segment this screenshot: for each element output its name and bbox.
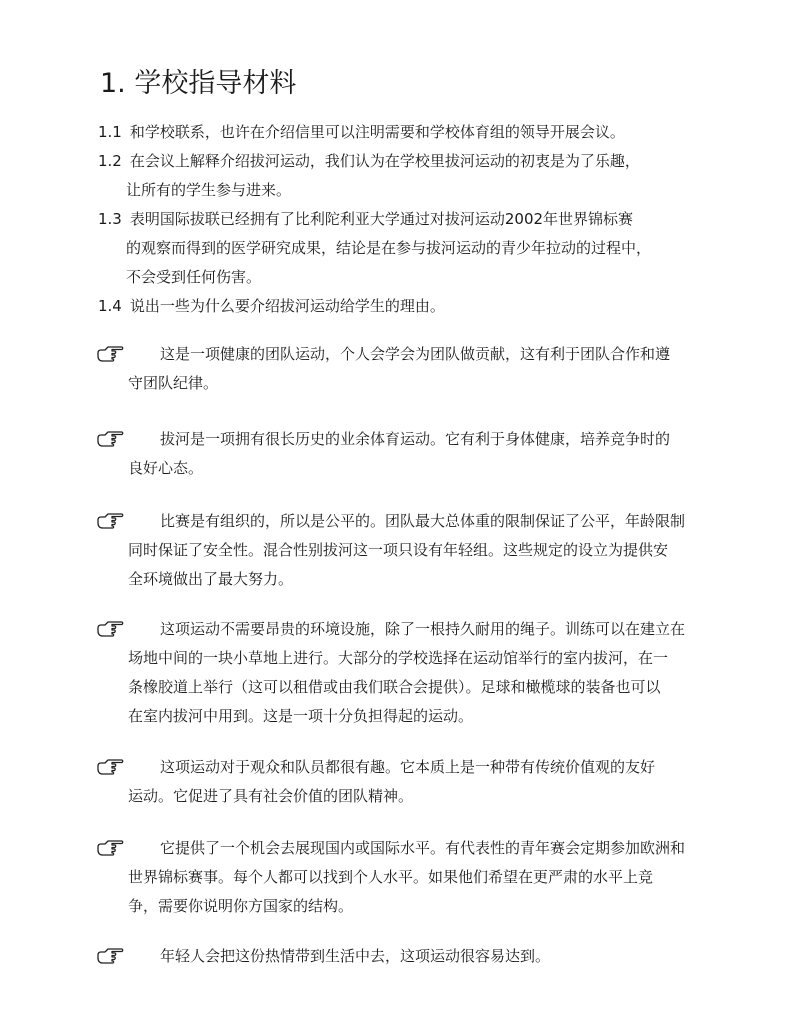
bullet-item-5 bbox=[96, 753, 756, 811]
pointing-hand-icon bbox=[96, 342, 124, 364]
page-title: 1. 学校指导材料 bbox=[100, 68, 297, 99]
item-continuation: 不会受到任何伤害。 bbox=[126, 268, 262, 286]
bullet-text: 拔河是一项拥有很长历史的业余体育运动。它有利于身体健康，培养竞争时的 良好心态。 bbox=[128, 430, 671, 477]
pointing-hand-icon bbox=[96, 427, 124, 449]
bullet-item-1 bbox=[96, 340, 756, 398]
bullet-text: 它提供了一个机会去展现国内或国际水平。有代表性的青年赛会定期参加欧洲和 世界锦标赛事。每个人都可以找到个人水平。如果他们希望在更严肃的水平上竞 争，需要你说明你方国家的结构。 bbox=[128, 839, 686, 915]
pointing-hand-icon bbox=[96, 509, 124, 531]
pointing-hand-icon bbox=[96, 755, 124, 777]
item-text: 表明国际拔联已经拥有了比利陀利亚大学通过对拔河运动2002年世界锦标赛 bbox=[129, 210, 634, 228]
bullet-item-2 bbox=[96, 425, 756, 483]
bullet-text: 比赛是有组织的，所以是公平的。团队最大总体重的限制保证了公平，年龄限制 同时保证了安全性。混合性别拔河这一项只设有年轻组。这些规定的设立为提供安 全环境做出了最大努力。 bbox=[128, 512, 686, 588]
item-continuation: 的观察而得到的医学研究成果，结论是在参与拔河运动的青少年拉动的过程中， bbox=[126, 239, 652, 257]
pointing-hand-icon bbox=[96, 944, 124, 966]
numbered-item-1-2 bbox=[98, 147, 738, 205]
bullet-item-3 bbox=[96, 507, 756, 594]
item-number: 1.2 bbox=[98, 152, 122, 170]
numbered-item-1-3 bbox=[98, 205, 738, 292]
bullet-item-7 bbox=[96, 942, 756, 971]
bullet-text: 这项运动对于观众和队员都很有趣。它本质上是一种带有传统价值观的友好 运动。它促进了具有社会价值的团队精神。 bbox=[128, 758, 656, 805]
item-number: 1.3 bbox=[98, 210, 122, 228]
bullet-item-4 bbox=[96, 615, 756, 731]
item-text: 在会议上解释介绍拔河运动，我们认为在学校里拔河运动的初衷是为了乐趣， bbox=[129, 152, 640, 170]
numbered-item-1-1 bbox=[98, 118, 738, 147]
item-text: 和学校联系，也许在介绍信里可以注明需要和学校体育组的领导开展会议。 bbox=[129, 123, 625, 141]
bullet-text: 这是一项健康的团队运动，个人会学会为团队做贡献，这有利于团队合作和遵 守团队纪律。 bbox=[128, 345, 671, 392]
item-text: 说出一些为什么要介绍拔河运动给学生的理由。 bbox=[129, 297, 445, 315]
item-number: 1.1 bbox=[98, 123, 122, 141]
item-continuation: 让所有的学生参与进来。 bbox=[126, 181, 292, 199]
item-number: 1.4 bbox=[98, 297, 122, 315]
numbered-item-1-4 bbox=[98, 292, 738, 321]
pointing-hand-icon bbox=[96, 836, 124, 858]
bullet-text: 年轻人会把这份热情带到生活中去，这项运动很容易达到。 bbox=[160, 947, 551, 965]
bullet-text: 这项运动不需要昂贵的环境设施，除了一根持久耐用的绳子。训练可以在建立在 场地中间的一块小草地上进行。大部分的学校选择在运动馆举行的室内拔河，在一 条橡胶道上举行（这可以租借或由我们联合会提供）。足球和橄榄球的装备也可以 在室内拔河中用到。这是一项十分负担得起的运动。 bbox=[128, 620, 686, 725]
pointing-hand-icon bbox=[96, 617, 124, 639]
bullet-item-6 bbox=[96, 834, 756, 921]
